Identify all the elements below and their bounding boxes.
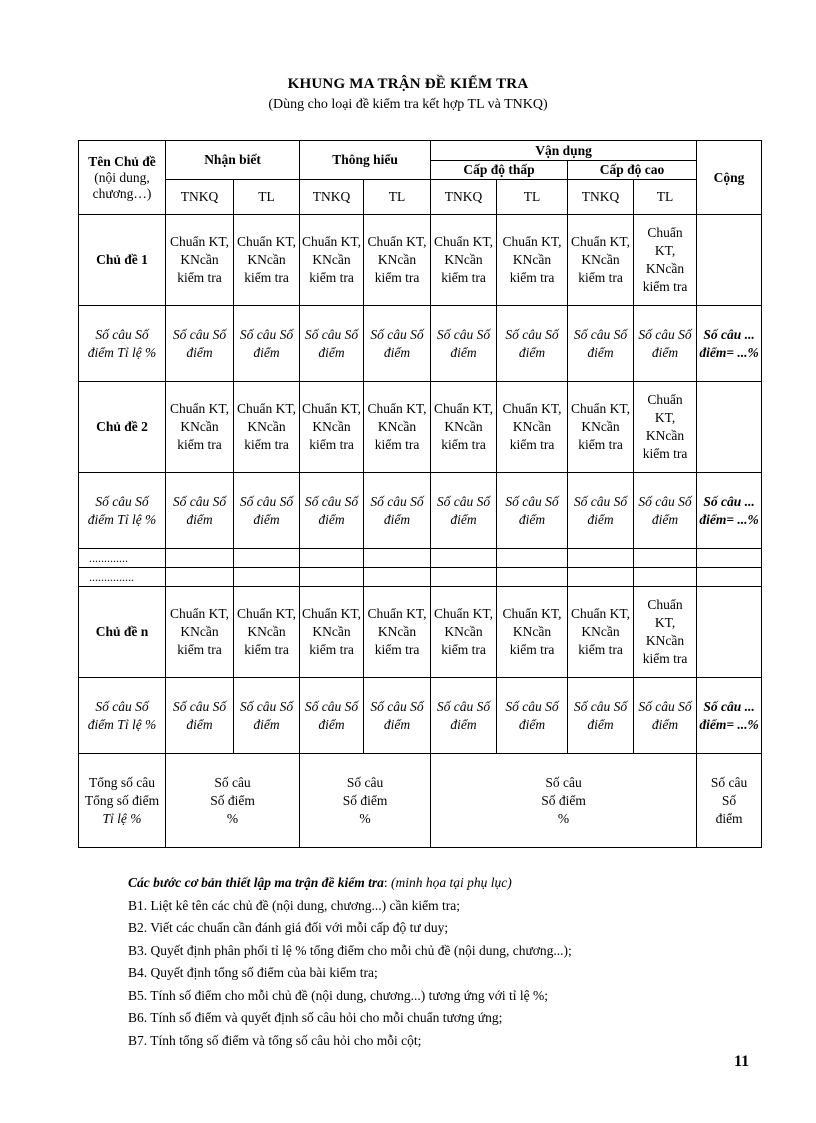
total-so-cau: Số câu: [214, 774, 251, 790]
score-cell: Số câu Số điểm: [568, 306, 634, 382]
standard-cell: Chuẩn KT, KNcần kiểm tra: [234, 215, 300, 306]
score-cell: Số câu Số điểm: [364, 306, 431, 382]
standard-cell: Chuẩn KT, KNcần kiểm tra: [300, 587, 364, 678]
header-tnkq: TNKQ: [300, 180, 364, 215]
standard-cell: Chuẩn KT, KNcần kiểm tra: [634, 382, 697, 473]
header-cong: Cộng: [697, 141, 762, 215]
score-cell: Số câu Số điểm: [300, 678, 364, 754]
total-label-ti-le: Tỉ lệ %: [102, 810, 142, 826]
header-tl: TL: [364, 180, 431, 215]
total-so-diem: Số điểm: [342, 792, 388, 808]
standard-cell: Chuẩn KT, KNcần kiểm tra: [431, 587, 497, 678]
row-label-score: Số câu Số điểm Tỉ lệ %: [79, 473, 166, 549]
steps-heading-line: Các bước cơ bản thiết lập ma trận đề kiểm tra: (minh họa tại phụ lục): [128, 875, 512, 890]
total-so-diem: Số điểm: [210, 792, 255, 808]
score-cell: Số câu Số điểm: [568, 678, 634, 754]
cong-score-cell: Số câu ... điểm= ...%: [697, 306, 762, 382]
header-thong-hieu: Thông hiểu: [300, 141, 431, 180]
step-item: B1. Liệt kê tên các chủ đề (nội dung, chương...) cần kiểm tra;: [128, 897, 460, 913]
score-cell: Số câu Số điểm: [497, 678, 568, 754]
total-percent: %: [557, 810, 570, 826]
total-so-cau: Số câu: [346, 774, 384, 790]
total-cong-so: Số: [721, 792, 737, 808]
score-cell: Số câu Số điểm: [234, 678, 300, 754]
header-tnkq: TNKQ: [166, 180, 234, 215]
standard-cell: Chuẩn KT, KNcần kiểm tra: [568, 215, 634, 306]
standard-cell: Chuẩn KT, KNcần kiểm tra: [634, 215, 697, 306]
header-cap-do-thap: Cấp độ thấp: [431, 161, 568, 180]
score-cell: Số câu Số điểm: [166, 473, 234, 549]
score-cell: Số câu Số điểm: [634, 306, 697, 382]
cong-empty-cell: [697, 587, 762, 678]
standard-cell: Chuẩn KT, KNcần kiểm tra: [364, 587, 431, 678]
standard-cell: Chuẩn KT, KNcần kiểm tra: [431, 382, 497, 473]
page-title: KHUNG MA TRẬN ĐỀ KIỂM TRA: [287, 76, 529, 92]
score-cell: Số câu Số điểm: [166, 306, 234, 382]
standard-cell: Chuẩn KT, KNcần kiểm tra: [234, 587, 300, 678]
steps-heading-note: (minh họa tại phụ lục): [390, 875, 512, 890]
ellipsis-row-label: ...............: [79, 568, 166, 587]
step-item: B7. Tính tổng số điểm và tổng số câu hỏi cho mỗi cột;: [128, 1032, 422, 1048]
step-item: B5. Tính số điểm cho mỗi chủ đề (nội dung, chương...) tương ứng với tỉ lệ %;: [128, 987, 548, 1003]
standard-cell: Chuẩn KT, KNcần kiểm tra: [568, 587, 634, 678]
header-tnkq: TNKQ: [431, 180, 497, 215]
score-cell: Số câu Số điểm: [634, 678, 697, 754]
cong-score-cell: Số câu ... điểm= ...%: [697, 473, 762, 549]
standard-cell: Chuẩn KT, KNcần kiểm tra: [634, 587, 697, 678]
cong-empty-cell: [697, 215, 762, 306]
topic-label: Chủ đề 2: [79, 382, 166, 473]
row-label-score: Số câu Số điểm Tỉ lệ %: [79, 306, 166, 382]
topic-label: Chủ đề 1: [79, 215, 166, 306]
header-cap-do-cao: Cấp độ cao: [568, 161, 697, 180]
matrix-table: [78, 140, 762, 848]
total-label: [79, 754, 166, 848]
standard-cell: Chuẩn KT, KNcần kiểm tra: [234, 382, 300, 473]
step-item: B3. Quyết định phân phối tỉ lệ % tổng điểm cho mỗi chủ đề (nội dung, chương...);: [128, 942, 572, 958]
step-item: B2. Viết các chuẩn cần đánh giá đối với mỗi cấp độ tư duy;: [128, 920, 449, 935]
total-thong-hieu: [300, 754, 431, 848]
header-tl: TL: [497, 180, 568, 215]
ellipsis-row-label: .............: [79, 549, 166, 568]
total-percent: %: [226, 810, 239, 826]
score-cell: Số câu Số điểm: [497, 306, 568, 382]
page-subtitle: (Dùng cho loại đề kiểm tra kết hợp TL và TNKQ): [268, 97, 548, 112]
header-van-dung: Vận dụng: [431, 141, 697, 161]
header-ten-chu-de: [79, 141, 166, 215]
score-cell: Số câu Số điểm: [364, 473, 431, 549]
score-cell: Số câu Số điểm: [364, 678, 431, 754]
total-nhan-biet: [166, 754, 300, 848]
score-cell: Số câu Số điểm: [431, 678, 497, 754]
total-so-diem: Số điểm: [541, 792, 586, 808]
standard-cell: Chuẩn KT, KNcần kiểm tra: [300, 215, 364, 306]
header-ten-chu-de-label: Tên Chủ đề: [88, 153, 156, 169]
standard-cell: Chuẩn KT, KNcần kiểm tra: [568, 382, 634, 473]
standard-cell: Chuẩn KT, KNcần kiểm tra: [166, 382, 234, 473]
header-tnkq: TNKQ: [568, 180, 634, 215]
score-cell: Số câu Số điểm: [300, 306, 364, 382]
score-cell: Số câu Số điểm: [234, 306, 300, 382]
step-item: B6. Tính số điểm và quyết định số câu hỏi cho mỗi chuẩn tương ứng;: [128, 1010, 503, 1025]
standard-cell: Chuẩn KT, KNcần kiểm tra: [364, 382, 431, 473]
standard-cell: Chuẩn KT, KNcần kiểm tra: [497, 382, 568, 473]
header-nhan-biet: Nhận biết: [166, 141, 300, 180]
score-cell: Số câu Số điểm: [166, 678, 234, 754]
score-cell: Số câu Số điểm: [431, 473, 497, 549]
total-so-cau: Số câu: [545, 774, 582, 790]
score-cell: Số câu Số điểm: [497, 473, 568, 549]
header-ten-chu-de-note: (nội dung, chương…): [92, 169, 152, 201]
cong-score-cell: Số câu ... điểm= ...%: [697, 678, 762, 754]
row-label-score: Số câu Số điểm Tỉ lệ %: [79, 678, 166, 754]
score-cell: Số câu Số điểm: [431, 306, 497, 382]
score-cell: Số câu Số điểm: [568, 473, 634, 549]
score-cell: Số câu Số điểm: [300, 473, 364, 549]
standard-cell: Chuẩn KT, KNcần kiểm tra: [431, 215, 497, 306]
total-label-so-cau: Tổng số câu: [89, 774, 155, 790]
header-tl: TL: [234, 180, 300, 215]
standard-cell: Chuẩn KT, KNcần kiểm tra: [166, 587, 234, 678]
steps-section: [128, 872, 778, 1052]
score-cell: Số câu Số điểm: [234, 473, 300, 549]
standard-cell: Chuẩn KT, KNcần kiểm tra: [497, 587, 568, 678]
total-percent: %: [359, 810, 371, 826]
step-item: B4. Quyết định tổng số điểm của bài kiểm tra;: [128, 965, 378, 980]
standard-cell: Chuẩn KT, KNcần kiểm tra: [300, 382, 364, 473]
total-cong-so-cau: Số câu: [710, 774, 748, 790]
header-tl: TL: [634, 180, 697, 215]
cong-empty-cell: [697, 382, 762, 473]
score-cell: Số câu Số điểm: [634, 473, 697, 549]
topic-label: Chủ đề n: [79, 587, 166, 678]
total-label-so-diem: Tổng số điểm: [84, 792, 160, 808]
total-cong: [697, 754, 762, 848]
page-number: 11: [734, 1053, 750, 1070]
standard-cell: Chuẩn KT, KNcần kiểm tra: [166, 215, 234, 306]
standard-cell: Chuẩn KT, KNcần kiểm tra: [364, 215, 431, 306]
total-cong-diem: điểm: [715, 810, 743, 826]
total-van-dung: [431, 754, 697, 848]
steps-heading: Các bước cơ bản thiết lập ma trận đề kiểm tra: [128, 875, 384, 890]
standard-cell: Chuẩn KT, KNcần kiểm tra: [497, 215, 568, 306]
